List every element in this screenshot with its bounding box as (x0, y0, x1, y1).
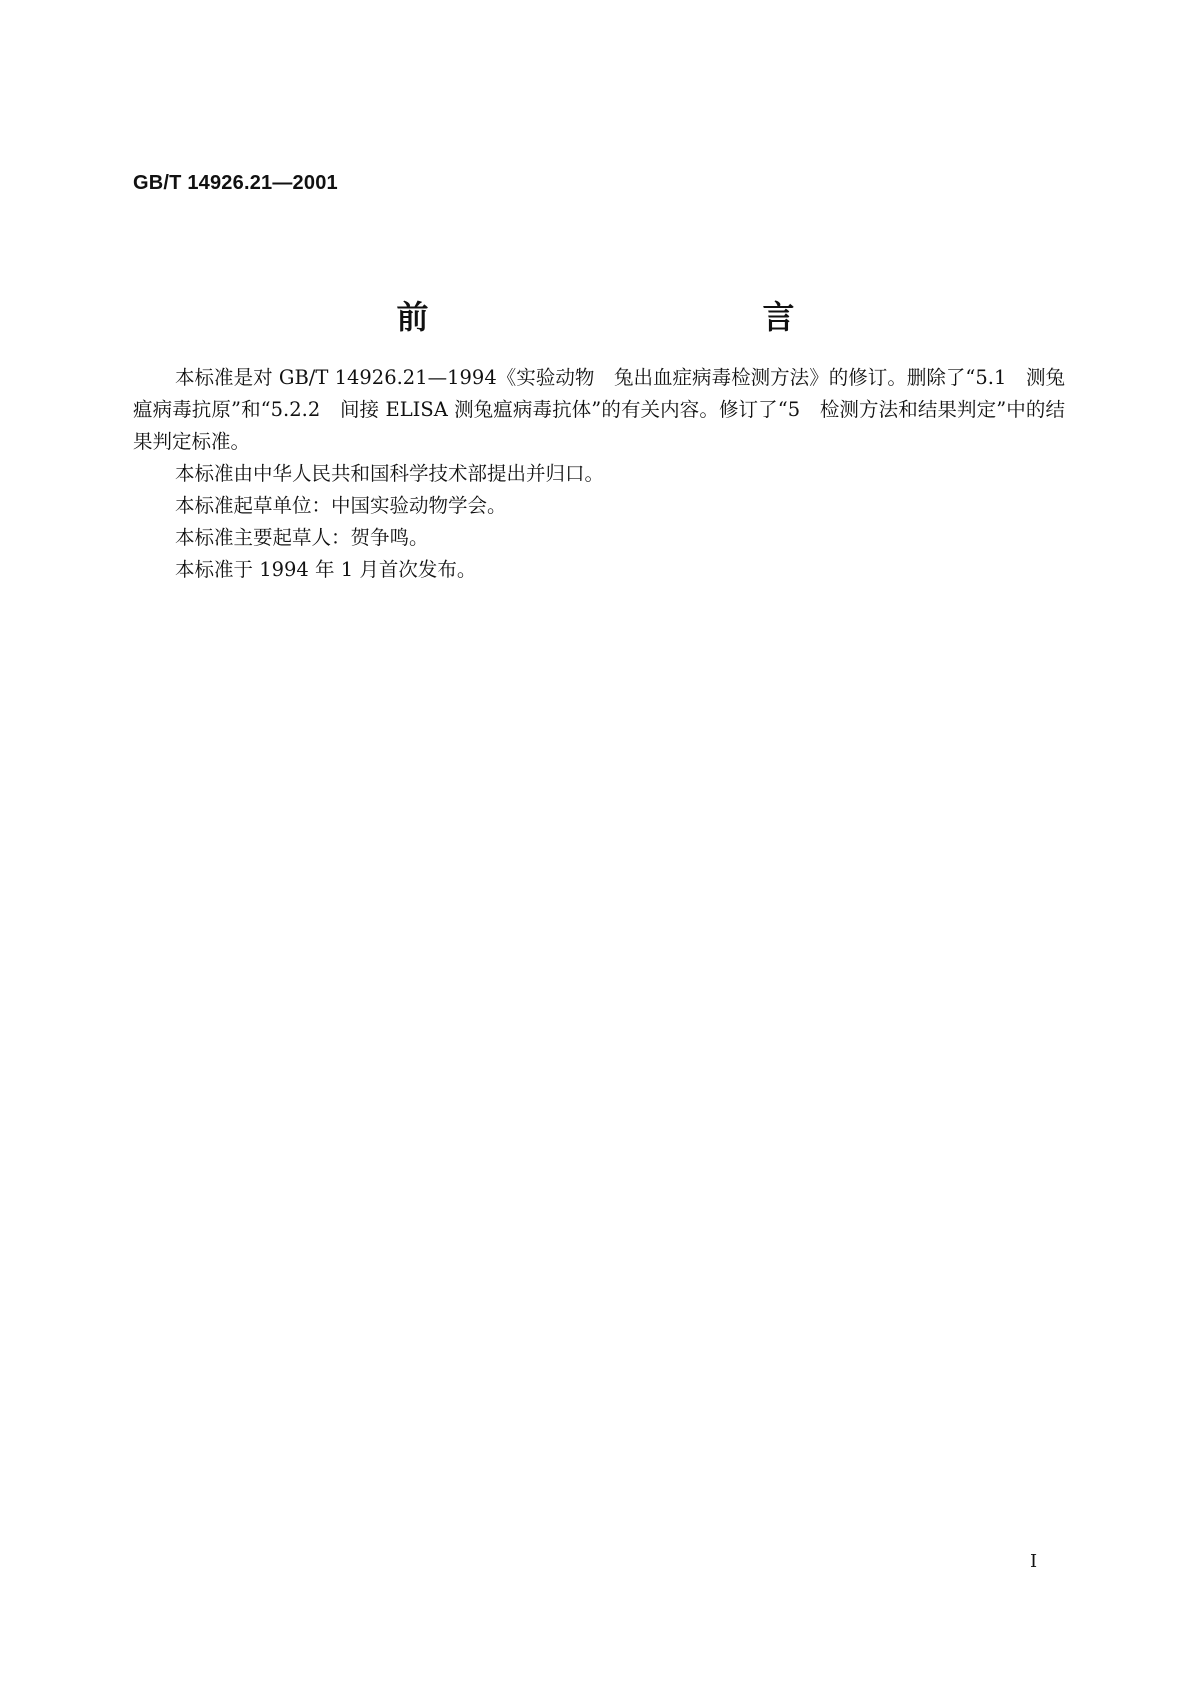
standard-code: GB/T 14926.21—2001 (133, 172, 338, 194)
paragraph-first-release: 本标准于 1994 年 1 月首次发布。 (175, 558, 477, 581)
foreword-body (133, 362, 1065, 586)
paragraph-proposer: 本标准由中华人民共和国科学技术部提出并归口。 (175, 462, 605, 485)
page-title: 前 言 (396, 298, 885, 336)
page-number: I (1030, 1551, 1038, 1572)
paragraph-main-drafter: 本标准主要起草人：贺争鸣。 (175, 526, 429, 549)
paragraph-drafting-unit: 本标准起草单位：中国实验动物学会。 (175, 494, 507, 517)
paragraph-revision: 本标准是对 GB/T 14926.21—1994《实验动物 兔出血症病毒检测方法》的修订。删除了“5.1 测兔瘟病毒抗原”和“5.2.2 间接 ELISA 测兔瘟病毒抗体”的有关内容。修订了“5 检测方法和结果判定”中的结果判定标准。 (133, 366, 1065, 453)
